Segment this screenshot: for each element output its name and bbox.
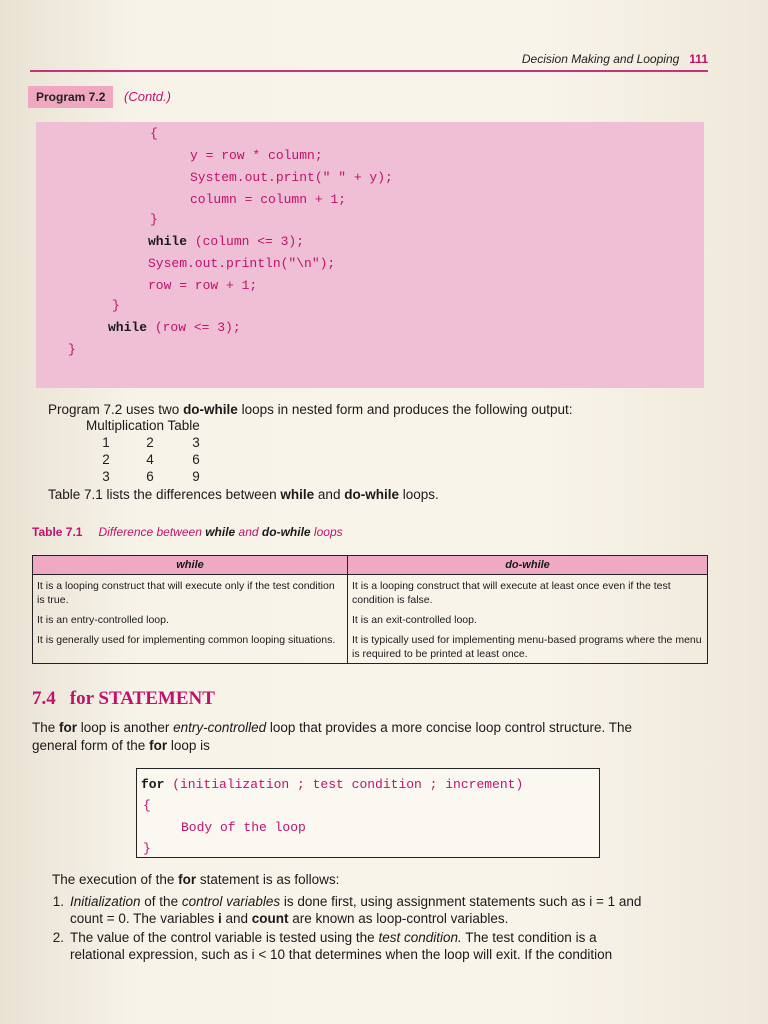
code-line: }: [150, 212, 158, 227]
for-syntax-box: [136, 768, 600, 858]
mult-table-title: Multiplication Table: [86, 418, 200, 433]
mult-table-cell: 2: [146, 435, 154, 450]
table-cell: It is an exit-controlled loop.: [348, 609, 708, 629]
table-cell: It is generally used for implementing common looping situations.: [33, 629, 348, 664]
code-line: }: [112, 298, 120, 313]
syntax-line: for (initialization ; test condition ; increment): [141, 777, 524, 792]
list-item-line: relational expression, such as i < 10 that determines when the loop will exit. If the condition: [70, 947, 613, 962]
mult-table-cell: 1: [102, 435, 110, 450]
mult-table-cell: 4: [146, 452, 154, 467]
code-line: while (column <= 3);: [148, 234, 305, 249]
table-intro: Table 7.1 lists the differences between while and do-while loops.: [48, 487, 439, 502]
header-rule: [30, 70, 708, 72]
table-cell: It is typically used for implementing menu-based programs where the menu is required to be printed at least once.: [348, 629, 708, 664]
code-line: System.out.print(" " + y);: [190, 170, 393, 185]
table-row: [33, 575, 708, 610]
code-line: while (row <= 3);: [108, 320, 241, 335]
program-label: Program 7.2: [28, 86, 113, 108]
table-caption: Table 7.1 Difference between while and do-while loops: [32, 525, 343, 539]
page-number: 111: [689, 52, 708, 66]
chapter-title: Decision Making and Looping: [521, 52, 680, 66]
section-heading: 7.4 for STATEMENT: [32, 688, 215, 709]
program-contd: (Contd.): [124, 89, 171, 104]
table-cell: It is a looping construct that will execute only if the test condition is true.: [33, 575, 348, 610]
code-line: {: [150, 126, 158, 141]
mult-table-cell: 6: [146, 469, 154, 484]
code-listing: [36, 122, 704, 388]
running-header: [0, 52, 708, 72]
list-item-line: Initialization of the control variables is done first, using assignment statements such as i = 1 and: [70, 894, 642, 909]
code-line: row = row + 1;: [148, 278, 258, 293]
list-number: 1.: [52, 894, 64, 909]
mult-table-cell: 9: [192, 469, 200, 484]
code-line: }: [68, 342, 76, 357]
column-header: while: [33, 556, 348, 575]
list-number: 2.: [52, 930, 64, 945]
list-item-line: The value of the control variable is tested using the test condition. The test condition is a: [70, 930, 597, 945]
table-row: [33, 609, 708, 629]
mult-table-cell: 6: [192, 452, 200, 467]
output-intro: Program 7.2 uses two do-while loops in nested form and produces the following output:: [48, 402, 573, 417]
mult-table-cell: 3: [192, 435, 200, 450]
syntax-line: {: [143, 798, 151, 813]
code-line: y = row * column;: [190, 148, 323, 163]
code-line: column = column + 1;: [190, 192, 347, 207]
mult-table-cell: 2: [102, 452, 110, 467]
syntax-line: }: [143, 841, 151, 856]
difference-table: [32, 555, 708, 664]
for-intro-line: The for loop is another entry-controlled loop that provides a more concise loop control structure. The: [32, 720, 633, 735]
table-header-row: [33, 556, 708, 575]
execution-intro: The execution of the for statement is as follows:: [52, 872, 340, 887]
for-intro-line: general form of the for loop is: [32, 738, 210, 753]
code-line: Sysem.out.println("\n");: [148, 256, 336, 271]
column-header: do-while: [348, 556, 708, 575]
table-row: [33, 629, 708, 664]
table-cell: It is an entry-controlled loop.: [33, 609, 348, 629]
list-item-line: count = 0. The variables i and count are known as loop-control variables.: [70, 911, 509, 926]
table-cell: It is a looping construct that will execute at least once even if the test condition is false.: [348, 575, 708, 610]
mult-table-cell: 3: [102, 469, 110, 484]
syntax-line: Body of the loop: [181, 820, 306, 835]
